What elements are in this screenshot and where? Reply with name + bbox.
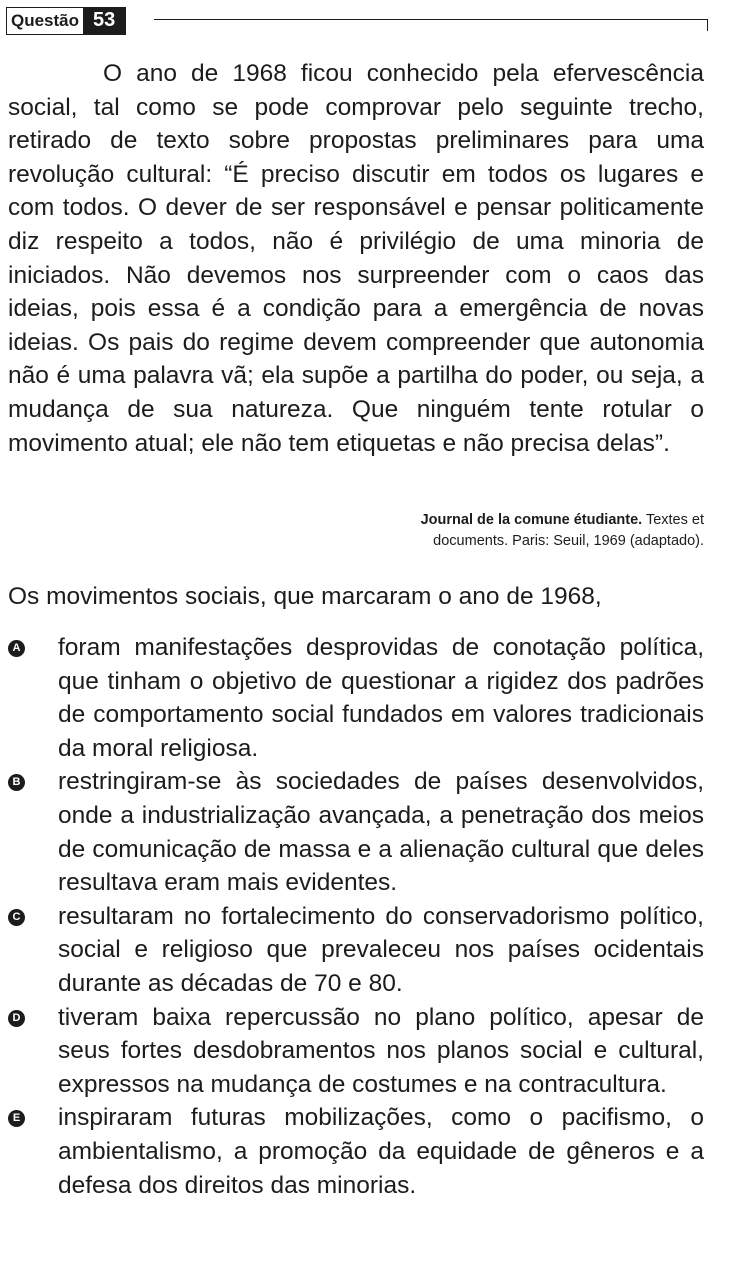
passage-text: O ano de 1968 ficou conhecido pela efervescência social, tal como se pode comprovar pelo seguinte trecho, retirado de texto sobre propostas preliminares para uma revolução cultural: “É preciso discutir em todos os lugares e com todos. O dever de ser responsável e pensar politicamente diz respeito a todos, não é privilégio de uma minoria de iniciados. Não devemos nos surpreender com o caos das ideias, pois essa é a condição para a emergência de novas ideias. Os pais do regime devem compreender que autonomia não é uma palavra vã; ela supõe a partilha do poder, ou seja, a mudança de sua natureza. Que ninguém tente rotular o movimento atual; ele não tem etiquetas e não precisa delas”. xyxy=(8,60,704,457)
header-rule xyxy=(154,19,708,31)
option-c[interactable] xyxy=(8,900,704,1001)
question-stem: Os movimentos sociais, que marcaram o ano de 1968, xyxy=(8,583,602,610)
source-rest: Textes et xyxy=(645,512,704,528)
option-a[interactable] xyxy=(8,631,704,765)
option-b-letter-icon: B xyxy=(8,774,25,791)
option-e[interactable] xyxy=(8,1101,704,1202)
source-line-1 xyxy=(304,510,704,531)
question-badge xyxy=(6,7,126,35)
question-label: Questão xyxy=(7,8,83,34)
option-d-letter-icon: D xyxy=(8,1010,25,1027)
option-b-text: restringiram-se às sociedades de países desenvolvidos, onde a industrialização avançada, a penetração dos meios de comunicação de massa e a alienação cultural que deles resultava eram mais evidentes. xyxy=(58,768,704,897)
question-header xyxy=(6,7,708,37)
option-e-text: inspiraram futuras mobilizações, como o pacifismo, o ambientalismo, a promoção da equidade de gêneros e a defesa dos direitos das minorias. xyxy=(58,1104,704,1199)
option-d-text: tiveram baixa repercussão no plano político, apesar de seus fortes desdobramentos nos planos social e cultural, expressos na mudança de costumes e na contracultura. xyxy=(58,1003,704,1098)
option-b[interactable] xyxy=(8,765,704,899)
option-a-letter-icon: A xyxy=(8,640,25,657)
source-line-2: documents. Paris: Seuil, 1969 (adaptado). xyxy=(433,533,704,549)
option-e-letter-icon: E xyxy=(8,1110,25,1127)
answer-options xyxy=(8,631,704,1202)
option-a-text: foram manifestações desprovidas de conotação política, que tinham o objetivo de questionar a rigidez dos padrões de comportamento social fundados em valores tradicionais da moral religiosa. xyxy=(58,634,704,762)
option-d[interactable] xyxy=(8,1001,704,1102)
option-c-text: resultaram no fortalecimento do conservadorismo político, social e religioso que prevaleceu nos países ocidentais durante as décadas de 70 e 80. xyxy=(58,902,704,997)
source-citation xyxy=(304,510,704,552)
option-c-letter-icon: C xyxy=(8,909,25,926)
question-number: 53 xyxy=(83,8,125,34)
source-title: Journal de la comune étudiante. xyxy=(420,512,643,528)
